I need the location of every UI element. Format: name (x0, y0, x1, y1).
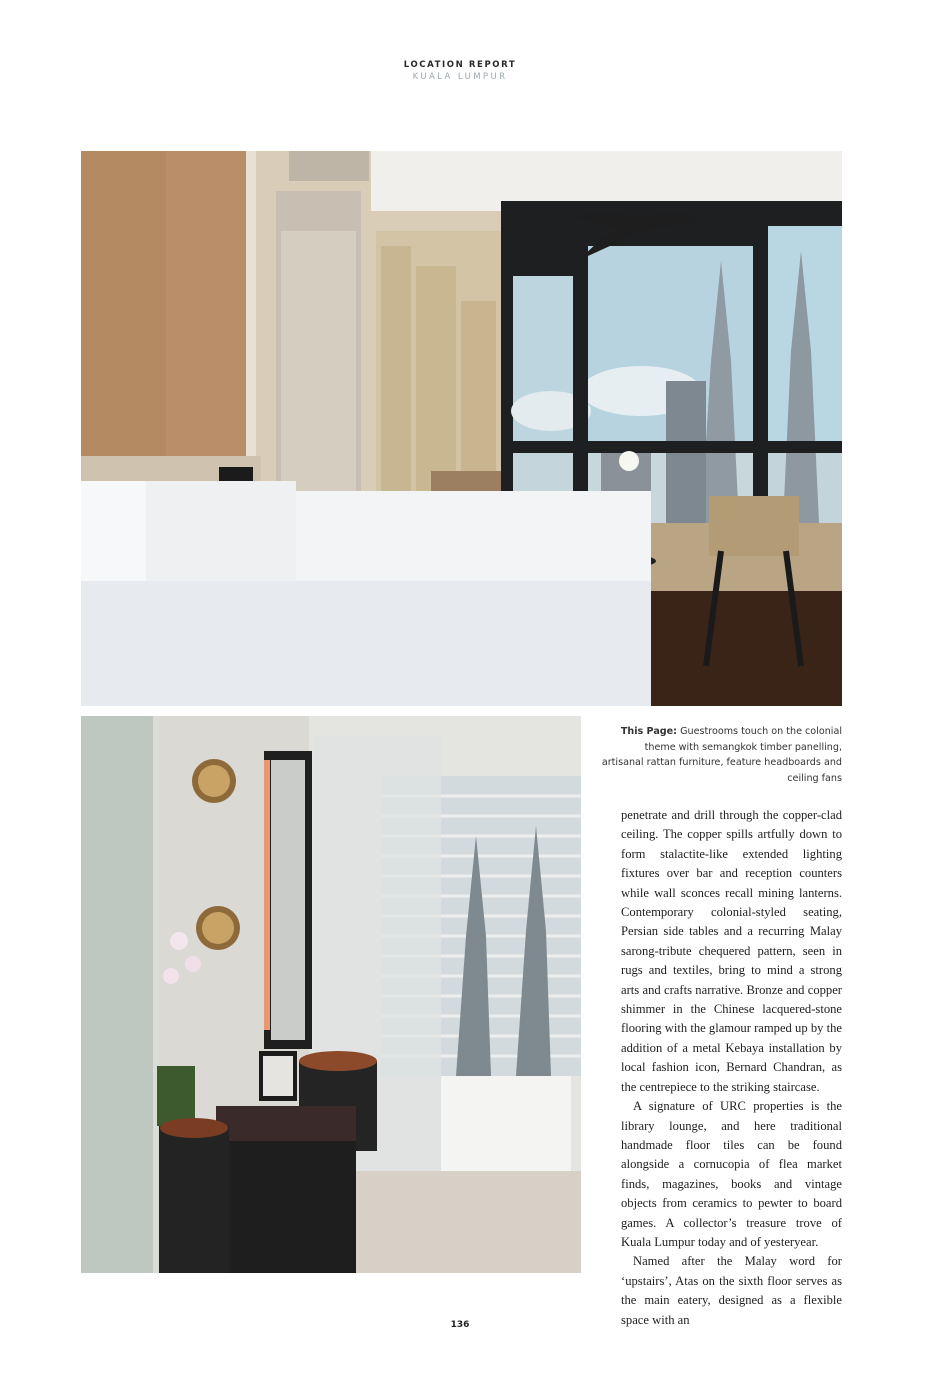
bathroom-illustration (81, 716, 581, 1273)
article-body (621, 806, 842, 1330)
guestroom-photo (81, 151, 842, 706)
caption-label: This Page: (620, 726, 677, 737)
article-paragraph: Named after the Malay word for ‘upstairs’, Atas on the sixth floor serves as the main eatery, designed as a flexible space with an (621, 1254, 842, 1327)
guestroom-illustration (81, 151, 842, 706)
location-label: KUALA LUMPUR (412, 72, 508, 82)
caption-text: Guestrooms touch on the colonial theme with semangkok timber panelling, artisanal rattan furniture, feature headboards and ceiling fans (601, 726, 842, 784)
page-number: 136 (450, 1320, 470, 1330)
article-paragraph: A signature of URC properties is the library lounge, and here traditional handmade floor tiles can be found alongside a cornucopia of flea market finds, magazines, books and vintage objects from ceramics to pewter to board games. A collector’s treasure trove of Kuala Lumpur today and of yesteryear. (621, 1099, 842, 1249)
bathroom-photo (81, 716, 581, 1273)
running-header (0, 60, 920, 82)
article-paragraph: penetrate and drill through the copper-clad ceiling. The copper spills artfully down to form stalactite-like extended lighting fixtures over bar and reception counters while wall sconces recall mining lanterns. Contemporary colonial-styled seating, Persian side tables and a recurring Malay sarong-tribute chequered pattern, seen in rugs and textiles, bring to mind a strong arts and crafts narrative. Bronze and copper shimmer in the Chinese lacquered-stone flooring with the glamour ramped up by the addition of a metal Kebaya installation by local fashion icon, Bernard Chandran, as the centrepiece to the striking staircase. (621, 808, 842, 1094)
section-label: LOCATION REPORT (403, 60, 517, 70)
photo-caption (600, 724, 842, 786)
